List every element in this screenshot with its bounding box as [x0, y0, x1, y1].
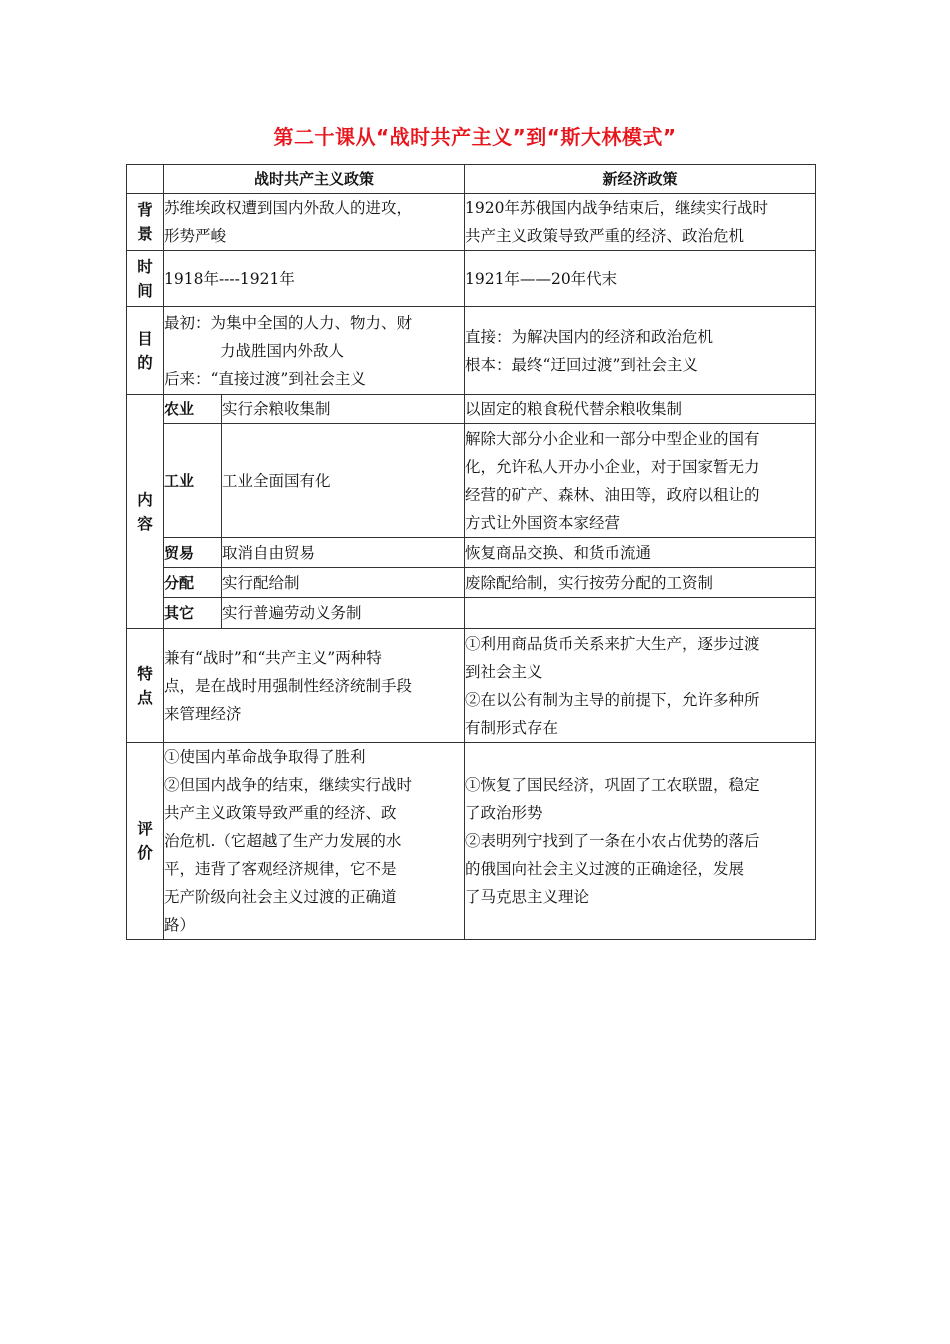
header-nep: 新经济政策	[465, 165, 816, 194]
features-nep	[465, 629, 816, 743]
features-war: 兼有“战时”和“共产主义”两种特 点，是在战时用强制性经济统制手段 来管理经济	[164, 629, 465, 743]
row-content-trade	[127, 538, 816, 568]
goal-nep: 直接：为解决国内的经济和政治危机 根本：最终“迂回过渡”到社会主义	[465, 307, 816, 395]
agriculture-war: 实行余粮收集制	[222, 395, 465, 424]
sublabel-trade: 贸易	[164, 538, 222, 568]
distribution-nep: 废除配给制，实行按劳分配的工资制	[465, 568, 816, 598]
trade-war: 取消自由贸易	[222, 538, 465, 568]
background-war: 苏维埃政权遭到国内外敌人的进攻， 形势严峻	[164, 194, 465, 251]
other-war: 实行普遍劳动义务制	[222, 598, 465, 629]
header-blank	[127, 165, 164, 194]
background-nep: 1920年苏俄国内战争结束后，继续实行战时 共产主义政策导致严重的经济、政治危机	[465, 194, 816, 251]
row-content-industry	[127, 424, 816, 538]
time-war: 1918年----1921年	[164, 251, 465, 307]
row-content-agriculture	[127, 395, 816, 424]
sublabel-agriculture: 农业	[164, 395, 222, 424]
evaluation-nep	[465, 743, 816, 940]
trade-nep: 恢复商品交换、和货币流通	[465, 538, 816, 568]
goal-war: 最初：为集中全国的人力、物力、财 力战胜国内外敌人 后来：“直接过渡”到社会主义	[164, 307, 465, 395]
label-features: 特 点	[127, 629, 164, 743]
row-features	[127, 629, 816, 743]
distribution-war: 实行配给制	[222, 568, 465, 598]
industry-war: 工业全面国有化	[222, 424, 465, 538]
features-nep-item-1: ①利用商品货币关系来扩大生产，逐步过渡 到社会主义	[465, 634, 760, 681]
label-time: 时 间	[127, 251, 164, 307]
sublabel-other: 其它	[164, 598, 222, 629]
header-war-communism: 战时共产主义政策	[164, 165, 465, 194]
evaluation-nep-item-2: ②表明列宁找到了一条在小农占优势的落后 的俄国向社会主义过渡的正确途径，发展 了马克思主义理论	[465, 832, 760, 906]
label-goal: 目 的	[127, 307, 164, 395]
evaluation-war-item-1: ①使国内革命战争取得了胜利	[164, 748, 366, 766]
page-title: 第二十课从“战时共产主义”到“斯大林模式”	[273, 125, 677, 149]
row-content-other	[127, 598, 816, 629]
time-nep: 1921年——20年代末	[465, 251, 816, 307]
industry-nep: 解除大部分小企业和一部分中型企业的国有 化，允许私人开办小企业，对于国家暂无力 经营的矿产、森林、油田等，政府以租让的 方式让外国资本家经营	[465, 424, 816, 538]
row-goal	[127, 307, 816, 395]
label-evaluation: 评 价	[127, 743, 164, 940]
evaluation-war-item-2: ②但国内战争的结束，继续实行战时 共产主义政策导致严重的经济、政 治危机.（它超越了生产力发展的水 平，违背了客观经济规律，它不是 无产阶级向社会主义过渡的正确道 路）	[164, 776, 413, 934]
row-content-distribution	[127, 568, 816, 598]
agriculture-nep: 以固定的粮食税代替余粮收集制	[465, 395, 816, 424]
comparison-table	[126, 164, 816, 940]
row-time	[127, 251, 816, 307]
label-background: 背 景	[127, 194, 164, 251]
sublabel-industry: 工业	[164, 424, 222, 538]
label-content: 内 容	[127, 395, 164, 629]
features-nep-item-2: ②在以公有制为主导的前提下，允许多种所 有制形式存在	[465, 690, 760, 737]
other-nep	[465, 598, 816, 629]
evaluation-nep-item-1: ①恢复了国民经济，巩固了工农联盟，稳定 了政治形势	[465, 776, 760, 822]
row-background	[127, 194, 816, 251]
evaluation-war	[164, 743, 465, 940]
header-row	[127, 165, 816, 194]
row-evaluation	[127, 743, 816, 940]
sublabel-distribution: 分配	[164, 568, 222, 598]
